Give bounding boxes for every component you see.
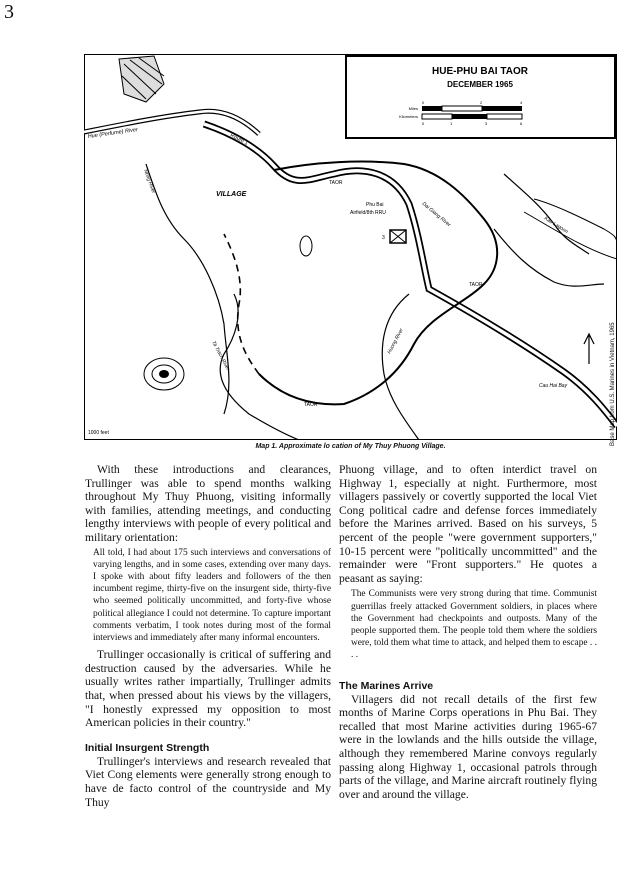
map-label-taor: TAOR xyxy=(304,402,318,408)
page-number: 3 xyxy=(4,1,14,23)
block-quote: All told, I had about 175 such interviews and conversations of varying lengths, and in some cases, extending over many days. I spoke with about fifty leaders and followers of the then incumbent regime, thirty-five on the insurgent side, thirty-five who seemed politically uncommitted, and forty-five whose political allegiance I could not determine. To capture important comments verbatim, I took notes during most of the formal interviews and immediately after many informal encounters. xyxy=(93,547,331,643)
paragraph: Phuong village, and to often interdict travel on Highway 1, especially at night. Furthermore, most villagers passively or covertly supported the local Viet Cong political cadre and defense forces immediately before the Marines arrived. Based on his surveys, 5 percent of the people "were government supporters," 10-15 percent were "politically uncommitted" and the remainder were "Front supporters." He quotes a peasant as saying: xyxy=(339,463,597,585)
map-label-feet: 1000 feet xyxy=(88,430,109,436)
scale-km-tick: 6 xyxy=(520,121,523,126)
map-label-kau-lagoon: Kau Lagoon xyxy=(542,215,570,235)
scale-km-tick: 0 xyxy=(422,121,425,126)
map-label-cau-hai: Cau Hai Bay xyxy=(539,383,568,389)
scale-km-tick: 1 xyxy=(450,121,453,126)
map-label-taor: TAOR xyxy=(469,282,483,288)
map-label-nong-river: Nong River xyxy=(142,168,157,195)
paragraph: With these introductions and clearances, Trullinger was able to spend months walking throughout My Thuy Phuong, visiting informally with families, attending meetings, and conducting lengthy interviews with people of every political and military orientation: xyxy=(85,463,331,544)
map-credit: Base Map from U.S. Marines in Vietnam, 1965 xyxy=(610,322,616,446)
section-heading: The Marines Arrive xyxy=(339,679,434,692)
paragraph: Trullinger's interviews and research revealed that Viet Cong elements were generally strong enough to have de facto control of the countryside and My Thuy xyxy=(85,754,331,809)
map-label-route1: Route 1 xyxy=(229,132,249,147)
map-label-village: VILLAGE xyxy=(216,191,247,198)
map-figure xyxy=(84,54,617,440)
scale-miles-label: Miles xyxy=(408,106,418,111)
paragraph: Villagers did not recall details of the first few months of Marine Corps operations in Phu Bai. They recalled that most Marine activities during 1965-67 were in the lowlands and the hills outside the village, although they remembered Marine convoys regularly passing along Highway 1, occasional patrols through parts of the village, and Marine aircraft routinely flying over and around the village. xyxy=(339,692,597,801)
left-column xyxy=(85,463,331,809)
scale-mile-tick: 4 xyxy=(520,100,523,105)
map-label-perfume-river: Hue (Perfume) River xyxy=(87,127,139,140)
right-column xyxy=(339,463,597,801)
map-caption: Map 1. Approximate lo cation of My Thuy Phuong Village. xyxy=(255,443,446,450)
map-label-dai-giang: Dai Giang River xyxy=(420,200,452,229)
map-date: DECEMBER 1965 xyxy=(447,80,513,89)
map-drawing xyxy=(84,54,617,440)
block-quote: The Communists were very strong during that time. Communist guerrillas freely attacked Government soldiers, in places where the Government had checkpoints and outposts. Many of the people supported them. The people told them where the soldiers were, told them what time to attack, and helped them to escape . . . . xyxy=(351,589,597,661)
scale-km-label: Kilometers xyxy=(399,114,418,119)
map-label-airfield: Airfield/8th RRU xyxy=(350,210,386,216)
scale-km-tick: 3 xyxy=(485,121,488,126)
map-label-airfield: Phu Bai xyxy=(366,202,384,208)
paragraph: Trullinger occasionally is critical of suffering and destruction caused by the adversaries. While he usually writes rather impartially, Trullinger admits that, when pressed about his views by the villagers, "I honestly expressed my opposition to most American policies in their country." xyxy=(85,648,331,730)
map-title: HUE-PHU BAI TAOR xyxy=(432,66,528,77)
map-label-huong-river: Huong River xyxy=(386,327,405,355)
map-label-ta-trach: Ta Trach River xyxy=(210,340,231,372)
scale-mile-tick: 0 xyxy=(422,100,425,105)
map-label-taor: TAOR xyxy=(329,180,343,186)
section-heading: Initial Insurgent Strength xyxy=(85,741,210,754)
scale-mile-tick: 2 xyxy=(480,100,483,105)
map-label-marker: 3 xyxy=(382,235,385,241)
